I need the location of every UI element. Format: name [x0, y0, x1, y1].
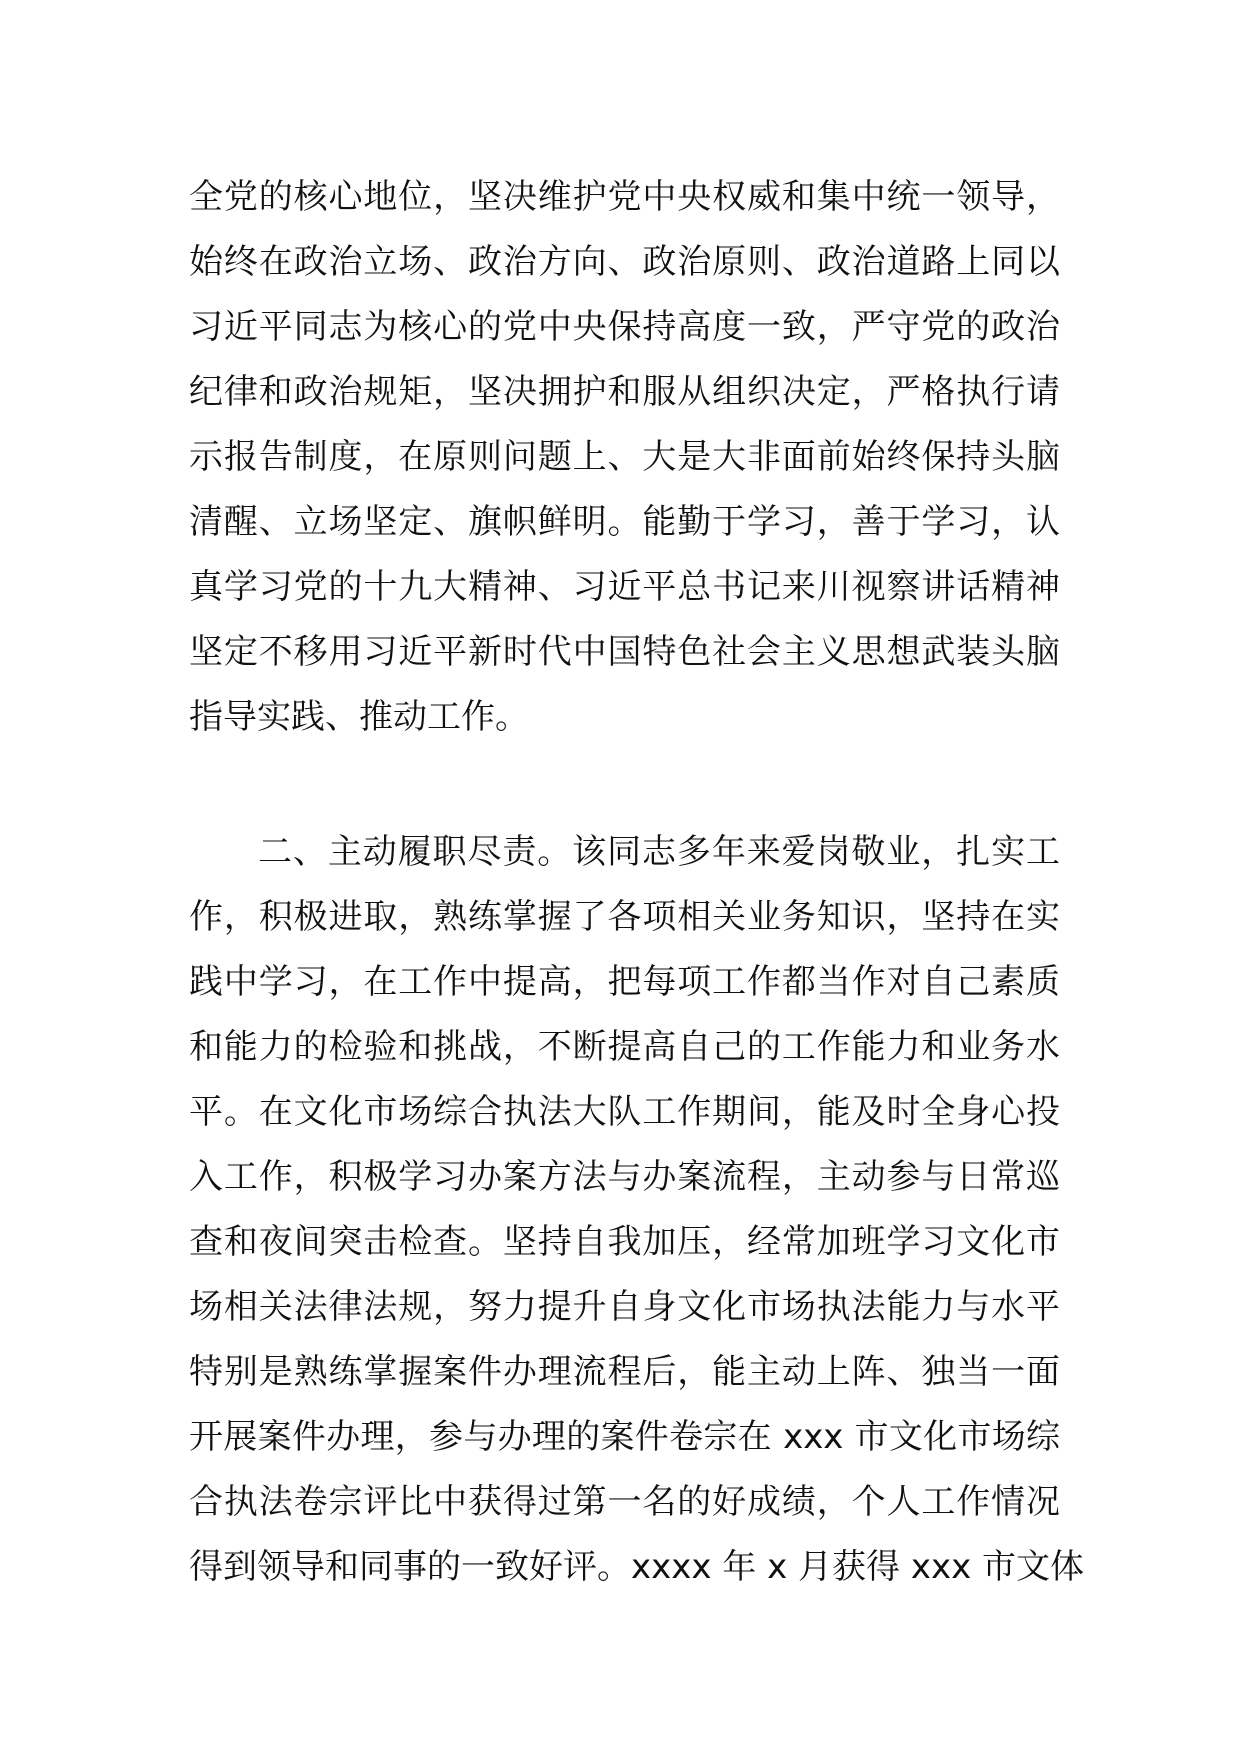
paragraph-line: 真学习党的十九大精神、习近平总书记来川视察讲话精神 [189, 567, 1060, 607]
paragraph-line: 得到领导和同事的一致好评。xxxx 年 x 月获得 xxx 市文体 [189, 1547, 1085, 1587]
paragraph-line: 场相关法律法规，努力提升自身文化市场执法能力与水平 [189, 1287, 1060, 1327]
paragraph-line: 特别是熟练掌握案件办理流程后，能主动上阵、独当一面 [189, 1352, 1060, 1392]
paragraph-line: 示报告制度，在原则问题上、大是大非面前始终保持头脑 [189, 437, 1060, 477]
paragraph-line: 习近平同志为核心的党中央保持高度一致，严守党的政治 [189, 307, 1060, 347]
paragraph-line: 清醒、立场坚定、旗帜鲜明。能勤于学习，善于学习，认 [189, 502, 1060, 542]
paragraph-line: 纪律和政治规矩，坚决拥护和服从组织决定，严格执行请 [189, 372, 1060, 412]
paragraph-political-stance [189, 165, 1060, 750]
paragraph-line: 坚定不移用习近平新时代中国特色社会主义思想武装头脑 [189, 632, 1060, 672]
paragraph-line: 平。在文化市场综合执法大队工作期间，能及时全身心投 [189, 1092, 1060, 1132]
paragraph-line: 作，积极进取，熟练掌握了各项相关业务知识，坚持在实 [189, 897, 1060, 937]
paragraph-line: 始终在政治立场、政治方向、政治原则、政治道路上同以 [189, 242, 1060, 282]
paragraph-line-last: 指导实践、推动工作。 [189, 697, 529, 737]
paragraph-line: 和能力的检验和挑战，不断提高自己的工作能力和业务水 [189, 1027, 1060, 1067]
paragraph-line: 入工作，积极学习办案方法与办案流程，主动参与日常巡 [189, 1157, 1060, 1197]
paragraph-heading-line: 二、主动履职尽责。该同志多年来爱岗敬业，扎实工 [258, 832, 1060, 872]
paragraph-line: 查和夜间突击检查。坚持自我加压，经常加班学习文化市 [189, 1222, 1060, 1262]
paragraph-line: 全党的核心地位，坚决维护党中央权威和集中统一领导， [189, 177, 1060, 217]
paragraph-line: 践中学习，在工作中提高，把每项工作都当作对自己素质 [189, 962, 1060, 1002]
paragraph-line: 开展案件办理，参与办理的案件卷宗在 xxx 市文化市场综 [189, 1417, 1060, 1457]
paragraph-duty-performance [189, 820, 1085, 1600]
paragraph-line: 合执法卷宗评比中获得过第一名的好成绩，个人工作情况 [189, 1482, 1060, 1522]
